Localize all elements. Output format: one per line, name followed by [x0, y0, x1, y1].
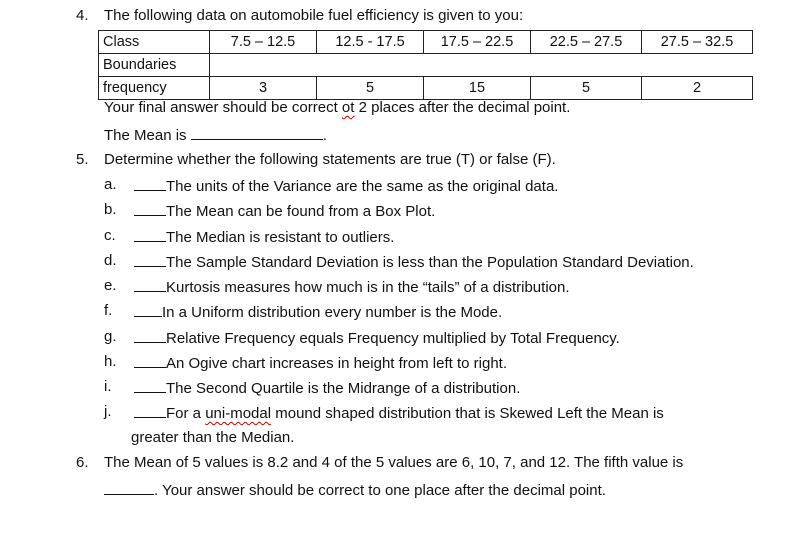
answer-blank-d[interactable]: [134, 252, 166, 267]
q5-item-i: The Second Quartile is the Midrange of a distribution.: [134, 378, 520, 398]
q4-instruction: Your final answer should be correct ot 2 places after the decimal point.: [104, 99, 571, 116]
q5-letter-b: b.: [104, 201, 117, 218]
answer-blank-g[interactable]: [134, 328, 166, 343]
answer-blank-e[interactable]: [134, 277, 166, 292]
q5-number: 5.: [76, 151, 89, 168]
freq-cell-3: 15: [424, 77, 531, 100]
q5-letter-h: h.: [104, 353, 117, 370]
table-row-frequency: [99, 77, 753, 100]
q5-letter-c: c.: [104, 227, 116, 244]
answer-blank-b[interactable]: [134, 201, 166, 216]
freq-cell-5: 2: [642, 77, 753, 100]
q5-letter-i: i.: [104, 378, 112, 395]
q5-item-j-continuation: greater than the Median.: [131, 429, 295, 446]
answer-blank-j[interactable]: [134, 403, 166, 418]
q4-prompt: The following data on automobile fuel efficiency is given to you:: [104, 7, 524, 24]
q5-item-g: Relative Frequency equals Frequency multiplied by Total Frequency.: [134, 328, 620, 348]
q5-item-j: For a uni-modal mound shaped distribution that is Skewed Left the Mean is: [134, 403, 664, 423]
table-row-boundaries: [99, 54, 753, 77]
q5-item-d: The Sample Standard Deviation is less than the Population Standard Deviation.: [134, 252, 694, 272]
q5-item-f: In a Uniform distribution every number is the Mode.: [134, 302, 502, 322]
q5-letter-d: d.: [104, 252, 117, 269]
answer-blank-i[interactable]: [134, 378, 166, 393]
frequency-label: frequency: [99, 77, 210, 100]
class-label: Class: [103, 34, 140, 50]
boundaries-label: Boundaries: [99, 54, 210, 77]
q5-prompt: Determine whether the following statements are true (T) or false (F).: [104, 151, 556, 168]
q5-letter-f: f.: [104, 302, 113, 319]
q5-item-b: The Mean can be found from a Box Plot.: [134, 201, 435, 221]
q6-number: 6.: [76, 454, 89, 471]
class-label-cell: [99, 31, 210, 54]
q4-mean-line: The Mean is .: [104, 127, 327, 144]
freq-cell-4: 5: [531, 77, 642, 100]
class-cell-1: 7.5 – 12.5: [210, 31, 317, 54]
answer-blank-c[interactable]: [134, 227, 166, 242]
fuel-efficiency-table: [98, 30, 753, 100]
q5-item-a: The units of the Variance are the same as the original data.: [134, 176, 558, 196]
answer-blank-a[interactable]: [134, 176, 166, 191]
q4-number: 4.: [76, 7, 89, 24]
class-cell-4: 22.5 – 27.5: [531, 31, 642, 54]
answer-blank-f[interactable]: [134, 302, 162, 317]
q6-prompt: The Mean of 5 values is 8.2 and 4 of the 5 values are 6, 10, 7, and 12. The fifth value is: [104, 454, 684, 471]
q5-letter-a: a.: [104, 176, 117, 193]
class-cell-5: 27.5 – 32.5: [642, 31, 753, 54]
q5-letter-g: g.: [104, 328, 117, 345]
mean-answer-blank[interactable]: [191, 125, 323, 140]
q5-item-c: The Median is resistant to outliers.: [134, 227, 394, 247]
freq-cell-1: 3: [210, 77, 317, 100]
q6-line2: . Your answer should be correct to one place after the decimal point.: [104, 480, 606, 500]
table-row-classes: [99, 31, 753, 54]
answer-blank-h[interactable]: [134, 353, 166, 368]
freq-cell-2: 5: [317, 77, 424, 100]
mean-label: The Mean is: [104, 127, 187, 144]
fifth-value-blank[interactable]: [104, 480, 154, 495]
q5-item-h: An Ogive chart increases in height from left to right.: [134, 353, 507, 373]
q5-item-e: Kurtosis measures how much is in the “tails” of a distribution.: [134, 277, 570, 297]
q5-letter-e: e.: [104, 277, 117, 294]
class-cell-3: 17.5 – 22.5: [424, 31, 531, 54]
q5-letter-j: j.: [104, 403, 112, 420]
class-cell-2: 12.5 - 17.5: [317, 31, 424, 54]
